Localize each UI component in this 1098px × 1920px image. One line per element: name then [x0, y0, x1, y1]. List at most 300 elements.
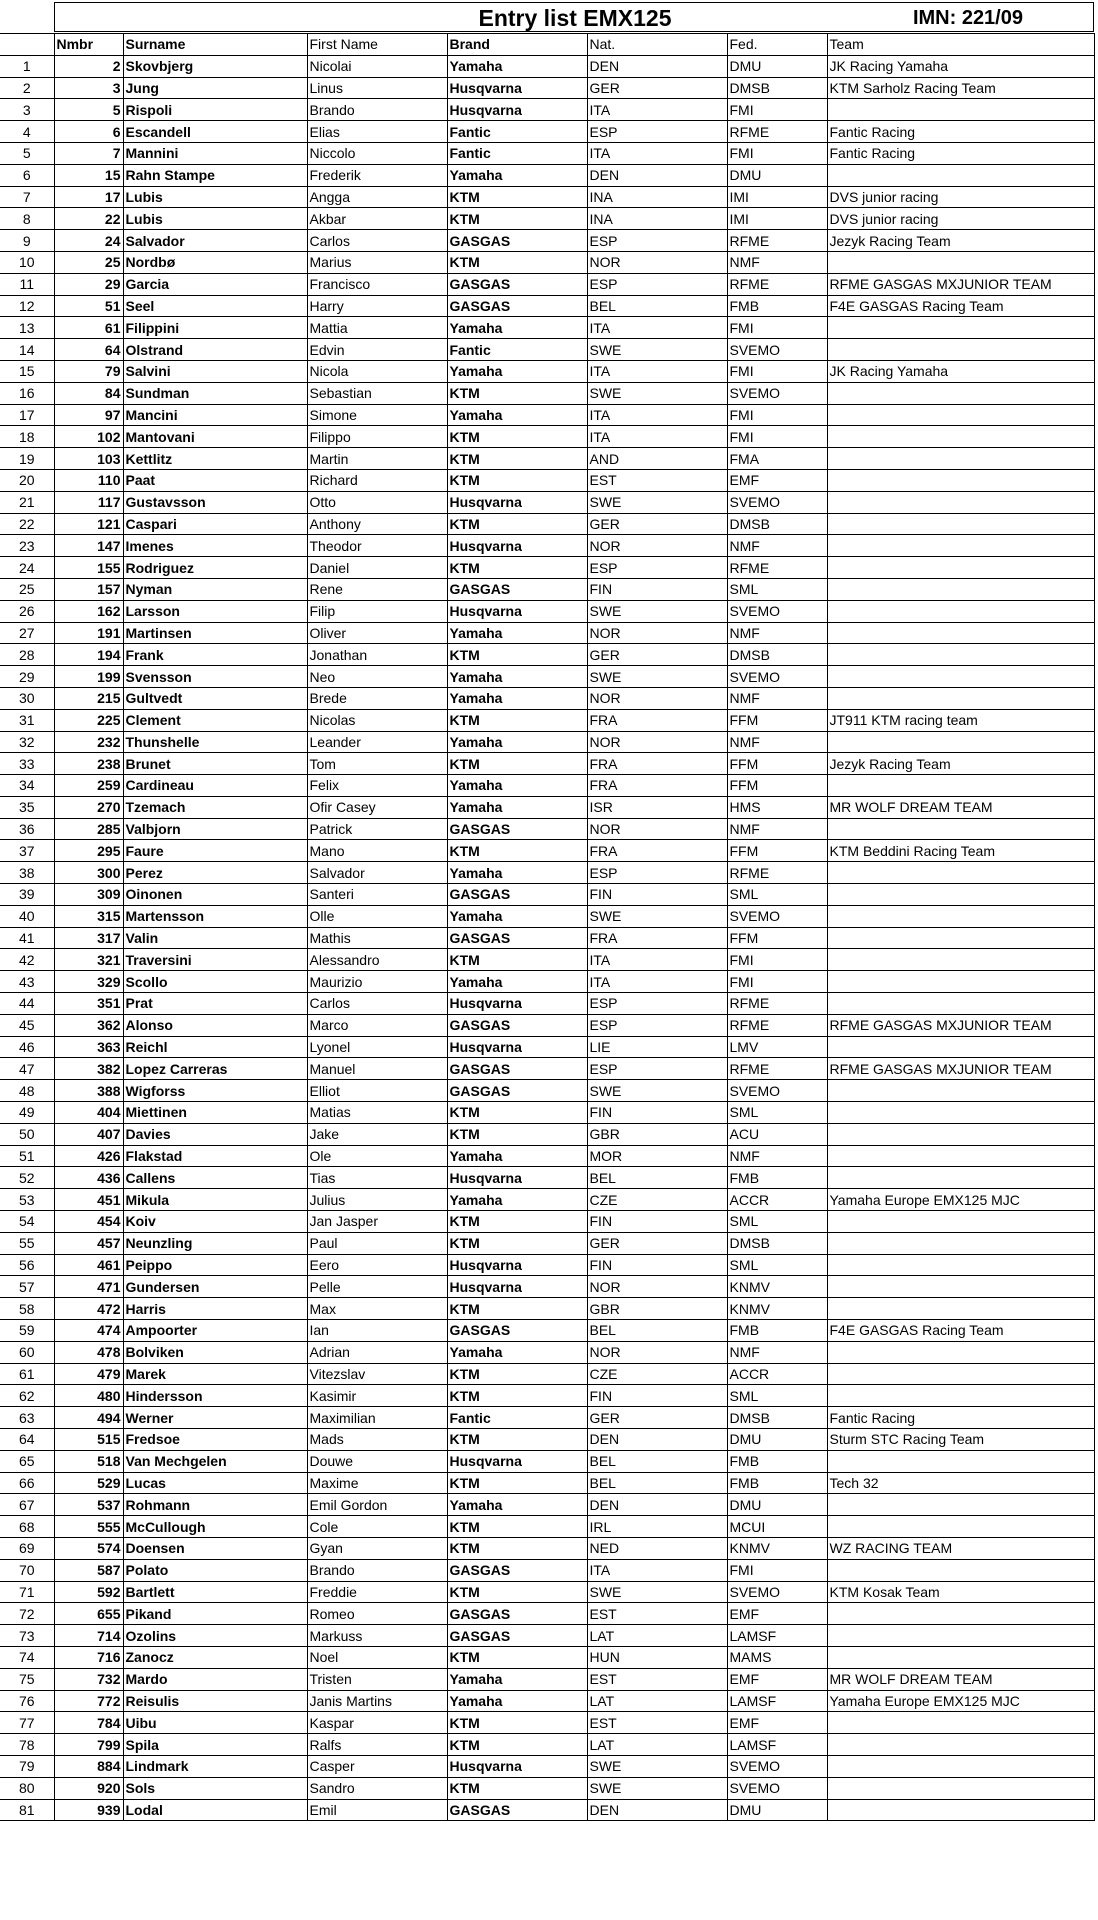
rider-brand: GASGAS [447, 1603, 587, 1625]
rider-nationality: ITA [587, 949, 727, 971]
rider-federation: RFME [727, 230, 827, 252]
table-row [0, 230, 1094, 252]
rider-nationality: GER [587, 1232, 727, 1254]
rider-federation: SVEMO [727, 339, 827, 361]
rider-nationality: ITA [587, 1559, 727, 1581]
rider-nationality: FIN [587, 1254, 727, 1276]
rider-brand: Husqvarna [447, 1755, 587, 1777]
rider-nationality: MOR [587, 1145, 727, 1167]
rider-brand: Husqvarna [447, 1450, 587, 1472]
col-header-first-name: First Name [307, 34, 447, 56]
rider-brand: KTM [447, 1646, 587, 1668]
rider-team [827, 382, 1094, 404]
rider-nationality: ITA [587, 142, 727, 164]
rider-nationality: DEN [587, 55, 727, 77]
rider-number: 939 [54, 1799, 123, 1821]
rider-federation: SML [727, 1385, 827, 1407]
row-index: 13 [0, 317, 54, 339]
table-row [0, 1777, 1094, 1799]
row-index: 31 [0, 709, 54, 731]
rider-nationality: EST [587, 1603, 727, 1625]
rider-federation: SML [727, 1102, 827, 1124]
rider-surname: Miettinen [123, 1102, 307, 1124]
rider-brand: GASGAS [447, 818, 587, 840]
table-row [0, 600, 1094, 622]
row-index: 12 [0, 295, 54, 317]
table-row [0, 273, 1094, 295]
rider-number: 426 [54, 1145, 123, 1167]
rider-federation: FMB [727, 1320, 827, 1342]
rider-team: JK Racing Yamaha [827, 55, 1094, 77]
rider-federation: FMI [727, 360, 827, 382]
col-header-surname: Surname [123, 34, 307, 56]
rider-nationality: ITA [587, 99, 727, 121]
rider-number: 24 [54, 230, 123, 252]
rider-surname: Jung [123, 77, 307, 99]
rider-surname: Nordbø [123, 251, 307, 273]
table-row [0, 927, 1094, 949]
rider-federation: FFM [727, 709, 827, 731]
rider-first-name: Carlos [307, 230, 447, 252]
rider-team: Fantic Racing [827, 142, 1094, 164]
rider-first-name: Rene [307, 578, 447, 600]
row-index: 73 [0, 1625, 54, 1647]
rider-number: 537 [54, 1494, 123, 1516]
rider-number: 884 [54, 1755, 123, 1777]
rider-nationality: NOR [587, 687, 727, 709]
table-row [0, 775, 1094, 797]
rider-brand: KTM [447, 1429, 587, 1451]
rider-team: Yamaha Europe EMX125 MJC [827, 1690, 1094, 1712]
rider-nationality: ESP [587, 230, 727, 252]
rider-nationality: FRA [587, 753, 727, 775]
rider-number: 388 [54, 1080, 123, 1102]
rider-first-name: Tristen [307, 1668, 447, 1690]
row-index: 51 [0, 1145, 54, 1167]
rider-federation: LMV [727, 1036, 827, 1058]
rider-surname: Filippini [123, 317, 307, 339]
row-index: 54 [0, 1211, 54, 1233]
rider-brand: Yamaha [447, 1341, 587, 1363]
rider-first-name: Salvador [307, 862, 447, 884]
rider-surname: Thunshelle [123, 731, 307, 753]
rider-federation: DMU [727, 1429, 827, 1451]
rider-team: Yamaha Europe EMX125 MJC [827, 1189, 1094, 1211]
table-row [0, 360, 1094, 382]
rider-number: 454 [54, 1211, 123, 1233]
table-row [0, 1298, 1094, 1320]
table-row [0, 949, 1094, 971]
rider-surname: Sols [123, 1777, 307, 1799]
row-index: 53 [0, 1189, 54, 1211]
rider-nationality: AND [587, 448, 727, 470]
table-row [0, 905, 1094, 927]
rider-nationality: NOR [587, 1341, 727, 1363]
rider-first-name: Niccolo [307, 142, 447, 164]
rider-first-name: Harry [307, 295, 447, 317]
rider-team [827, 927, 1094, 949]
table-row [0, 295, 1094, 317]
table-row [0, 1472, 1094, 1494]
rider-surname: Neunzling [123, 1232, 307, 1254]
rider-federation: SVEMO [727, 600, 827, 622]
rider-number: 29 [54, 273, 123, 295]
rider-federation: SVEMO [727, 491, 827, 513]
rider-number: 329 [54, 971, 123, 993]
rider-federation: NMF [727, 535, 827, 557]
rider-federation: DMSB [727, 1232, 827, 1254]
rider-number: 574 [54, 1537, 123, 1559]
rider-first-name: Marco [307, 1014, 447, 1036]
rider-surname: Martensson [123, 905, 307, 927]
row-index: 36 [0, 818, 54, 840]
rider-first-name: Paul [307, 1232, 447, 1254]
rider-federation: RFME [727, 273, 827, 295]
table-row [0, 1385, 1094, 1407]
rider-number: 920 [54, 1777, 123, 1799]
rider-number: 97 [54, 404, 123, 426]
rider-surname: Lopez Carreras [123, 1058, 307, 1080]
rider-federation: SML [727, 1254, 827, 1276]
rider-first-name: Maurizio [307, 971, 447, 993]
rider-surname: Seel [123, 295, 307, 317]
rider-nationality: FIN [587, 1211, 727, 1233]
rider-nationality: SWE [587, 339, 727, 361]
rider-brand: GASGAS [447, 295, 587, 317]
rider-first-name: Matias [307, 1102, 447, 1124]
rider-brand: GASGAS [447, 1080, 587, 1102]
row-index: 6 [0, 164, 54, 186]
rider-surname: Doensen [123, 1537, 307, 1559]
rider-team: Tech 32 [827, 1472, 1094, 1494]
row-index: 32 [0, 731, 54, 753]
rider-brand: KTM [447, 1363, 587, 1385]
rider-brand: KTM [447, 1734, 587, 1756]
rider-brand: KTM [447, 1102, 587, 1124]
row-index: 56 [0, 1254, 54, 1276]
rider-brand: GASGAS [447, 273, 587, 295]
rider-team [827, 731, 1094, 753]
rider-brand: Husqvarna [447, 77, 587, 99]
table-row [0, 1581, 1094, 1603]
rider-federation: SVEMO [727, 1755, 827, 1777]
rider-brand: Yamaha [447, 775, 587, 797]
rider-surname: Frank [123, 644, 307, 666]
table-row [0, 513, 1094, 535]
rider-brand: KTM [447, 1123, 587, 1145]
rider-brand: GASGAS [447, 927, 587, 949]
col-header-brand: Brand [447, 34, 587, 56]
rider-federation: FFM [727, 927, 827, 949]
rider-nationality: LAT [587, 1625, 727, 1647]
rider-federation: NMF [727, 1341, 827, 1363]
rider-nationality: HUN [587, 1646, 727, 1668]
rider-first-name: Ole [307, 1145, 447, 1167]
rider-federation: NMF [727, 731, 827, 753]
row-index: 14 [0, 339, 54, 361]
rider-federation: NMF [727, 251, 827, 273]
rider-first-name: Emil [307, 1799, 447, 1821]
table-row [0, 1668, 1094, 1690]
rider-nationality: FRA [587, 709, 727, 731]
rider-number: 471 [54, 1276, 123, 1298]
row-index: 80 [0, 1777, 54, 1799]
rider-federation: FMB [727, 1167, 827, 1189]
rider-number: 194 [54, 644, 123, 666]
rider-surname: Imenes [123, 535, 307, 557]
table-row [0, 55, 1094, 77]
rider-federation: FMI [727, 971, 827, 993]
rider-brand: Yamaha [447, 1668, 587, 1690]
rider-surname: Valbjorn [123, 818, 307, 840]
rider-federation: EMF [727, 1712, 827, 1734]
rider-number: 479 [54, 1363, 123, 1385]
rider-team [827, 600, 1094, 622]
rider-team: KTM Sarholz Racing Team [827, 77, 1094, 99]
rider-surname: Salvini [123, 360, 307, 382]
row-index: 29 [0, 666, 54, 688]
rider-federation: NMF [727, 818, 827, 840]
rider-brand: KTM [447, 186, 587, 208]
row-index: 75 [0, 1668, 54, 1690]
rider-brand: KTM [447, 753, 587, 775]
rider-first-name: Marius [307, 251, 447, 273]
rider-federation: SVEMO [727, 1777, 827, 1799]
table-row [0, 448, 1094, 470]
rider-number: 457 [54, 1232, 123, 1254]
rider-number: 309 [54, 884, 123, 906]
rider-first-name: Elliot [307, 1080, 447, 1102]
row-index: 70 [0, 1559, 54, 1581]
row-index: 5 [0, 142, 54, 164]
table-row [0, 1320, 1094, 1342]
rider-brand: KTM [447, 1211, 587, 1233]
rider-team: JK Racing Yamaha [827, 360, 1094, 382]
rider-surname: Harris [123, 1298, 307, 1320]
rider-first-name: Lyonel [307, 1036, 447, 1058]
table-row [0, 1145, 1094, 1167]
rider-number: 732 [54, 1668, 123, 1690]
table-row [0, 1232, 1094, 1254]
rider-surname: Perez [123, 862, 307, 884]
rider-first-name: Mano [307, 840, 447, 862]
rider-brand: Yamaha [447, 687, 587, 709]
rider-surname: Hindersson [123, 1385, 307, 1407]
rider-brand: Fantic [447, 339, 587, 361]
rider-federation: MAMS [727, 1646, 827, 1668]
rider-nationality: SWE [587, 1581, 727, 1603]
rider-surname: Reisulis [123, 1690, 307, 1712]
rider-number: 351 [54, 993, 123, 1015]
rider-brand: Husqvarna [447, 1167, 587, 1189]
rider-federation: FMA [727, 448, 827, 470]
rider-first-name: Simone [307, 404, 447, 426]
rider-team [827, 1385, 1094, 1407]
rider-nationality: LAT [587, 1690, 727, 1712]
rider-number: 285 [54, 818, 123, 840]
rider-nationality: SWE [587, 1777, 727, 1799]
rider-team [827, 1123, 1094, 1145]
table-row [0, 1189, 1094, 1211]
rider-first-name: Jake [307, 1123, 447, 1145]
rider-team [827, 535, 1094, 557]
rider-number: 300 [54, 862, 123, 884]
rider-team [827, 491, 1094, 513]
rider-first-name: Alessandro [307, 949, 447, 971]
rider-number: 79 [54, 360, 123, 382]
rider-team [827, 1734, 1094, 1756]
rider-brand: GASGAS [447, 1799, 587, 1821]
rider-nationality: ITA [587, 360, 727, 382]
rider-first-name: Brando [307, 1559, 447, 1581]
table-row [0, 208, 1094, 230]
table-row [0, 469, 1094, 491]
rider-nationality: ITA [587, 426, 727, 448]
rider-brand: Fantic [447, 1407, 587, 1429]
col-header-number: Nmbr [54, 34, 123, 56]
rider-number: 215 [54, 687, 123, 709]
rider-federation: FFM [727, 840, 827, 862]
rider-first-name: Nicola [307, 360, 447, 382]
rider-first-name: Filippo [307, 426, 447, 448]
rider-number: 102 [54, 426, 123, 448]
rider-team: DVS junior racing [827, 208, 1094, 230]
rider-first-name: Romeo [307, 1603, 447, 1625]
rider-brand: KTM [447, 1298, 587, 1320]
rider-number: 157 [54, 578, 123, 600]
rider-federation: NMF [727, 1145, 827, 1167]
rider-brand: Yamaha [447, 862, 587, 884]
rider-nationality: ITA [587, 971, 727, 993]
row-index: 47 [0, 1058, 54, 1080]
rider-number: 716 [54, 1646, 123, 1668]
rider-team [827, 1777, 1094, 1799]
rider-first-name: Maximilian [307, 1407, 447, 1429]
row-index: 55 [0, 1232, 54, 1254]
rider-surname: Bolviken [123, 1341, 307, 1363]
row-index: 41 [0, 927, 54, 949]
rider-first-name: Daniel [307, 557, 447, 579]
rider-first-name: Manuel [307, 1058, 447, 1080]
rider-team [827, 164, 1094, 186]
rider-first-name: Ralfs [307, 1734, 447, 1756]
rider-team [827, 1276, 1094, 1298]
rider-number: 64 [54, 339, 123, 361]
rider-number: 451 [54, 1189, 123, 1211]
rider-team [827, 1559, 1094, 1581]
table-row [0, 1690, 1094, 1712]
rider-team: Sturm STC Racing Team [827, 1429, 1094, 1451]
rider-nationality: CZE [587, 1363, 727, 1385]
table-row [0, 317, 1094, 339]
rider-brand: Yamaha [447, 404, 587, 426]
rider-nationality: DEN [587, 1429, 727, 1451]
rider-team [827, 448, 1094, 470]
rider-brand: Yamaha [447, 731, 587, 753]
rider-number: 478 [54, 1341, 123, 1363]
rider-first-name: Felix [307, 775, 447, 797]
rider-federation: KNMV [727, 1537, 827, 1559]
rider-nationality: NOR [587, 535, 727, 557]
rider-federation: RFME [727, 862, 827, 884]
rider-team [827, 1625, 1094, 1647]
rider-first-name: Cole [307, 1516, 447, 1538]
rider-nationality: BEL [587, 1450, 727, 1472]
rider-number: 110 [54, 469, 123, 491]
table-row [0, 121, 1094, 143]
rider-team: MR WOLF DREAM TEAM [827, 796, 1094, 818]
rider-surname: Spila [123, 1734, 307, 1756]
rider-brand: KTM [447, 840, 587, 862]
rider-surname: Koiv [123, 1211, 307, 1233]
rider-number: 259 [54, 775, 123, 797]
rider-number: 592 [54, 1581, 123, 1603]
rider-surname: Zanocz [123, 1646, 307, 1668]
imn-number: IMN: 221/09 [912, 7, 1023, 29]
entry-table-body [0, 34, 1094, 1821]
rider-number: 22 [54, 208, 123, 230]
rider-surname: McCullough [123, 1516, 307, 1538]
rider-team: Jezyk Racing Team [827, 753, 1094, 775]
rider-first-name: Jan Jasper [307, 1211, 447, 1233]
row-index: 8 [0, 208, 54, 230]
rider-federation: FMI [727, 142, 827, 164]
rider-team: Fantic Racing [827, 1407, 1094, 1429]
rider-surname: Cardineau [123, 775, 307, 797]
rider-team [827, 339, 1094, 361]
rider-federation: FMB [727, 295, 827, 317]
rider-number: 117 [54, 491, 123, 513]
rider-team [827, 971, 1094, 993]
rider-brand: GASGAS [447, 884, 587, 906]
rider-brand: Yamaha [447, 1189, 587, 1211]
rider-first-name: Mattia [307, 317, 447, 339]
rider-team [827, 317, 1094, 339]
rider-number: 436 [54, 1167, 123, 1189]
rider-nationality: ESP [587, 273, 727, 295]
rider-team: RFME GASGAS MXJUNIOR TEAM [827, 1058, 1094, 1080]
row-index: 57 [0, 1276, 54, 1298]
rider-nationality: IRL [587, 1516, 727, 1538]
rider-brand: Husqvarna [447, 993, 587, 1015]
rider-nationality: SWE [587, 600, 727, 622]
rider-surname: Rohmann [123, 1494, 307, 1516]
rider-surname: Rahn Stampe [123, 164, 307, 186]
rider-federation: FFM [727, 775, 827, 797]
table-row [0, 1712, 1094, 1734]
rider-team [827, 404, 1094, 426]
rider-federation: RFME [727, 121, 827, 143]
rider-first-name: Pelle [307, 1276, 447, 1298]
table-row [0, 731, 1094, 753]
rider-number: 2 [54, 55, 123, 77]
rider-nationality: FIN [587, 1102, 727, 1124]
rider-team [827, 99, 1094, 121]
rider-surname: Ampoorter [123, 1320, 307, 1342]
rider-nationality: BEL [587, 295, 727, 317]
rider-nationality: LIE [587, 1036, 727, 1058]
row-index: 3 [0, 99, 54, 121]
rider-surname: Gultvedt [123, 687, 307, 709]
rider-team [827, 1232, 1094, 1254]
rider-brand: Yamaha [447, 1494, 587, 1516]
rider-nationality: GBR [587, 1123, 727, 1145]
row-index: 42 [0, 949, 54, 971]
rider-nationality: NED [587, 1537, 727, 1559]
rider-federation: SVEMO [727, 666, 827, 688]
rider-surname: Svensson [123, 666, 307, 688]
row-index: 64 [0, 1429, 54, 1451]
